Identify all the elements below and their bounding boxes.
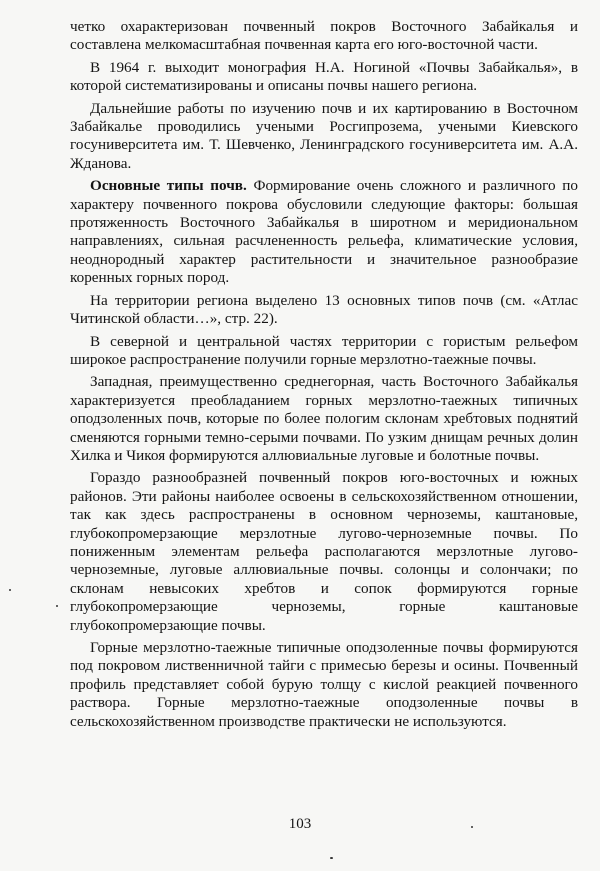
paragraph-further-research: Дальнейшие работы по изучению почв и их картированию в Восточном Забайкалье проводились учеными Росгипрозема, учеными Киевского госуниверситета им. Т. Шевченко, Ленинградского госуниверситета им. А.А. Жданова. <box>70 99 578 172</box>
paragraph-main-soil-types-text: Формирование очень сложного и различного по характеру почвенного покрова обусловили следующие факторы: большая протяженность Восточного Забайкалья в широтном и меридиональном направлениях, сильная расчлененность рельефа, климатические условия, неоднородный характер растительности и значительное разнообразие коренных горных пород. <box>70 177 578 287</box>
paragraph-13-soil-types: На территории региона выделено 13 основных типов почв (см. «Атлас Читинской области…», стр. 22). <box>70 291 578 328</box>
scan-speck <box>56 605 58 607</box>
section-heading: Основные типы почв. <box>90 177 247 195</box>
page-number: 103 <box>288 816 312 832</box>
paragraph-western-part: Западная, преимущественно среднегорная, часть Восточного Забайкалья характеризуется преобладанием горных мерзлотно-таежных типичных оподзоленных почв, которые по более пологим склонам хребтовых поднятий сменяются горными темно-серыми почвами. По узким днищам речных долин Хилка и Чикоя формируются аллювиальные луговые и болотные почвы. <box>70 373 578 464</box>
paragraph-north-central: В северной и центральной частях территории с гористым рельефом широкое распространение получили горные мерзлотно-таежные почвы. <box>70 332 578 368</box>
scan-speck <box>9 589 11 591</box>
paragraph-nogina-monograph: В 1964 г. выходит монография Н.А. Ногиной «Почвы Забайкалья», в которой систематизированы и описаны почвы нашего региона. <box>70 58 578 95</box>
paragraph-taiga-soils: Горные мерзлотно-таежные типичные оподзоленные почвы формируются под покровом лиственничной тайги с примесью березы и осины. Почвенный профиль представляет собой бурую толщу с кислой реакцией почвенного раствора. Горные мерзлотно-таежные оподзоленные почвы в сельскохозяйственном производстве практически не используются. <box>70 639 578 730</box>
paragraph-soil-map: четко охарактеризован почвенный покров Восточного Забайкалья и составлена мелкомасштабная почвенная карта его юго-восточной части. <box>70 18 578 54</box>
paragraph-southeast: Гораздо разнообразней почвенный покров юго-восточных и южных районов. Эти районы наиболее освоены в сельскохозяйственном отношении, так как здесь распространены в основном черноземы, каштановые, глубокопромерзающие мерзлотные лугово-черноземные почвы. По пониженным элементам рельефа располагаются мерзлотные лугово-черноземные, луговые аллювиальные почвы. солонцы и солончаки; по склонам невысоких хребтов и сопок формируются горные глубокопромерзающие черноземы, горные каштановые глубокопромерзающие почвы. <box>70 469 578 634</box>
scan-speck <box>330 857 333 859</box>
document-body <box>70 18 578 735</box>
scan-speck <box>471 826 473 828</box>
paragraph-main-soil-types <box>70 177 578 287</box>
